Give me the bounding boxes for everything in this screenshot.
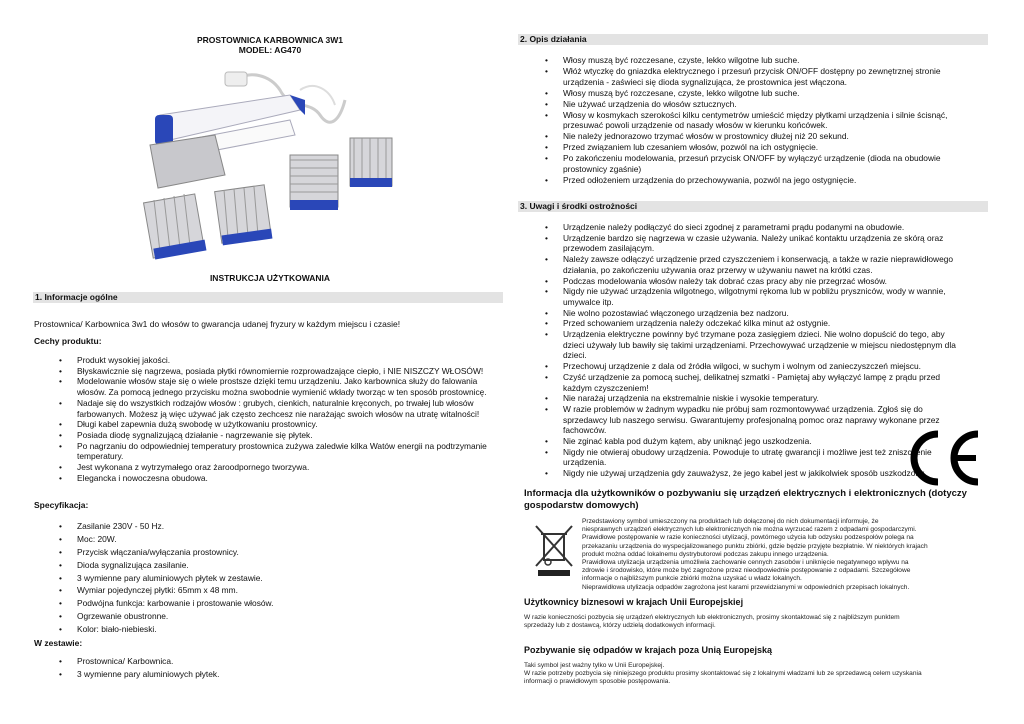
features-list — [59, 355, 497, 483]
bullet-icon: • — [545, 142, 548, 153]
set-title: W zestawie: — [34, 638, 83, 648]
bullet-icon: • — [59, 572, 62, 583]
bullet-icon: • — [59, 598, 62, 609]
bullet-icon: • — [545, 109, 548, 120]
list-item — [59, 668, 497, 680]
bullet-icon: • — [59, 376, 62, 387]
list-item — [545, 153, 968, 175]
bullet-icon: • — [59, 365, 62, 376]
list-item-text: Moc: 20W. — [77, 533, 117, 544]
list-item — [59, 440, 497, 462]
bullet-icon: • — [545, 371, 548, 382]
list-item — [545, 286, 968, 307]
bullet-icon: • — [545, 98, 548, 109]
list-item-text: Przed odłożeniem urządzenia do przechowywania, pozwól na jego ostygnięcie. — [563, 175, 857, 186]
list-item-text: Nie wolno pozostawiać włączonego urządzenia bez nadzoru. — [563, 307, 789, 318]
list-item — [59, 397, 497, 419]
list-item-text: Urządzenia elektryczne powinny być trzymane poza zasięgiem dzieci. Nie wolno dopuścić do tego, aby dzieci używały lub bawiły się takimi urządzeniami. Przechowywać urządzenie w miejscu niedostępnym dla dzieci. — [563, 329, 956, 361]
crossed-bin-icon — [532, 522, 576, 578]
list-item-text: Czyść urządzenie za pomocą suchej, delikatnej szmatki - Pamiętaj aby wyłączyć lampę z prądu przed każdym czyszczeniem! — [563, 371, 941, 393]
list-item-text: 3 wymienne pary aluminiowych płytek. — [77, 668, 220, 679]
list-item-text: Wymiar pojedynczej płytki: 65mm x 48 mm. — [77, 585, 238, 596]
bullet-icon: • — [59, 440, 62, 451]
bullet-icon: • — [545, 286, 548, 297]
list-item — [545, 329, 968, 361]
list-item-text: Zasilanie 230V - 50 Hz. — [77, 521, 165, 531]
text-line: Prawidłowe postępowanie w razie konieczności utylizacji, powtórnego użycia lub odzysku podzespołów polega na — [582, 534, 914, 542]
list-item-text: Po zakończeniu modelowania, przesuń przycisk ON/OFF by wyłączyć urządzenie (dioda na obudowie prostownicy zgaśnie) — [563, 153, 941, 175]
list-item-text: Włosy w kosmykach szerokości kilku centymetrów umieścić między płytkami urządzenia i silnie ścisnąć, przesuwać powoli urządzenie od nasady włosów w kierunku końcówek. — [563, 109, 948, 131]
list-item-text: Po nagrzaniu do odpowiedniej temperatury prostownica zużywa zaledwie kilka Watów energii na podtrzymanie temperatury. — [77, 440, 487, 462]
set-list — [59, 656, 497, 682]
list-item-text: Kolor: biało-niebieski. — [77, 624, 157, 635]
list-item — [545, 232, 968, 254]
list-item-text: Nadaje się do wszystkich rodzajów włosów : grubych, cienkich, naturalnie kręconych, po trwałej lub włosów farbowanych. Możesz ją więc używać jak często zechcesz nie narażając swoich włosów na utratę witalności! — [77, 397, 480, 419]
list-item — [545, 318, 968, 329]
list-item — [59, 472, 497, 484]
list-item-text: Modelowanie włosów staje się o wiele prostsze dzięki temu urządzeniu. Jako karbownica służy do falowania włosów. Za pomocą jednego przycisku można swobodnie wymienić wkłady tworząc w ten sposób prostownicę. — [77, 376, 487, 398]
list-item-text: 3 wymienne pary aluminiowych płytek w zestawie. — [77, 572, 263, 583]
bullet-icon: • — [545, 307, 548, 318]
weee-body — [582, 518, 982, 592]
list-item-text: Błyskawicznie się nagrzewa, posiada płytki równomiernie rozprowadzające ciepło, i NIE NISZCZY WŁOSÓW! — [77, 365, 484, 376]
list-item — [59, 533, 497, 545]
weee-heading: Informacja dla użytkowników o pozbywaniu się urządzeń elektrycznych i elektronicznych (dotyczy gospodarstw domowych) — [524, 488, 967, 511]
list-item — [545, 275, 968, 287]
text-line: informacji o prawidłowym sposobie postępowania. — [524, 678, 671, 686]
list-item — [545, 307, 968, 319]
bullet-icon: • — [545, 329, 548, 340]
list-item — [59, 656, 497, 667]
product-model: MODEL: AG470 — [238, 45, 302, 55]
text-line: przekazaniu urządzenia do wyspecjalizowanego punktu zbiórki, gdzie będzie przyjęte bezpłatnie. W niektórych krajach — [582, 542, 928, 550]
list-item-text: Prostownica/ Karbownica. — [77, 656, 174, 666]
list-item-text: Przechowuj urządzenie z dala od źródła wilgoci, w suchym i wolnym od zanieczyszczeń miejscu. — [563, 361, 921, 372]
list-item — [59, 624, 497, 635]
bullet-icon: • — [545, 153, 548, 164]
text-line: sprzedaży lub z dostawcą, którzy udzielą dodatkowych informacji. — [524, 622, 716, 630]
list-item-text: Nie zginać kabla pod dużym kątem, aby uniknąć jego uszkodzenia. — [563, 436, 812, 447]
bullet-icon: • — [545, 446, 548, 457]
bullet-icon: • — [59, 419, 62, 430]
business-heading: Użytkownicy biznesowi w krajach Unii Europejskiej — [524, 597, 744, 607]
bullet-icon: • — [545, 55, 548, 65]
list-item — [59, 546, 497, 558]
list-item — [545, 142, 968, 153]
list-item — [59, 598, 497, 609]
list-item — [59, 585, 497, 596]
features-title: Cechy produktu: — [34, 336, 102, 346]
list-item-text: Posiada diodę sygnalizującą działanie - nagrzewanie się płytek. — [77, 429, 313, 440]
bullet-icon: • — [59, 429, 62, 440]
product-title: PROSTOWNICA KARBOWNICA 3W1 — [196, 35, 344, 45]
list-item — [545, 371, 968, 393]
text-line: zdrowie i środowisko, które może być zagrożone przez nieodpowiednie postępowanie z odpadami. Szczegółowe — [582, 567, 911, 575]
list-item — [59, 429, 497, 441]
ce-mark-icon — [904, 428, 982, 488]
bullet-icon: • — [545, 436, 548, 447]
list-item-text: Włóż wtyczkę do gniazdka elektrycznego i przesuń przycisk ON/OFF dostępny po zewnętrznej stronie urządzenia - zaświeci się dioda sygnalizująca, że prostownica jest włączona. — [563, 66, 941, 87]
section-2-header: 2. Opis działania — [518, 34, 988, 45]
bullet-icon: • — [545, 393, 548, 404]
text-line: W razie potrzeby pozbycia się niniejszego produktu prosimy skontaktować się z lokalnymi władzami lub ze sprzedawcą celem uzyskania — [524, 670, 922, 678]
product-image — [140, 60, 400, 270]
list-item-text: Nigdy nie otwieraj obudowy urządzenia. Powoduje to utratę gwarancji i możliwe jest też zniszczenie urządzenia. — [563, 446, 932, 468]
list-item-text: Dioda sygnalizująca zasilanie. — [77, 559, 189, 570]
specs-title: Specyfikacja: — [34, 500, 89, 510]
bullet-icon: • — [59, 472, 62, 483]
bullet-icon: • — [59, 585, 62, 596]
list-item — [545, 98, 968, 110]
text-line: niesprawnych urządzeń elektrycznych lub elektronicznych nie można wyrzucać razem z odpadami gospodarczymi. — [582, 526, 917, 534]
list-item-text: Jest wykonana z wytrzymałego oraz żaroodpornego tworzywa. — [77, 462, 310, 473]
bullet-icon: • — [59, 546, 62, 557]
bullet-icon: • — [545, 232, 548, 243]
list-item — [545, 254, 968, 275]
bullet-icon: • — [59, 624, 62, 635]
list-item-text: Podczas modelowania włosów należy tak dobrać czas pracy aby nie przegrzać włosów. — [563, 275, 887, 286]
list-item — [545, 131, 968, 142]
list-item-text: W razie problemów w żadnym wypadku nie próbuj sam rozmontowywać urządzenia. Zgłoś się do sprzedawcy lub naszego serwisu. Gwarantujemy profesjonalną pomoc oraz naprawy wykonane przez fachowców. — [563, 403, 940, 436]
weee-section — [520, 486, 986, 718]
list-item-text: Nigdy nie używać urządzenia wilgotnego, wilgotnymi rękoma lub w pobliżu pryszniców, wody w wannie, umywalce itp. — [563, 286, 946, 307]
text-line: Przedstawiony symbol umieszczony na produktach lub dołączonej do nich dokumentacji informuje, że — [582, 518, 879, 525]
bullet-icon: • — [59, 462, 62, 473]
text-line: informacje o najbliższym punkcie zbiórki można uzyskać u władz lokalnych. — [582, 575, 802, 583]
list-item — [59, 419, 497, 430]
list-item-text: Urządzenie należy podłączyć do sieci zgodnej z parametrami prądu podanymi na obudowie. — [563, 222, 905, 232]
bullet-icon: • — [59, 355, 62, 365]
list-item — [59, 521, 497, 532]
operation-list — [545, 55, 968, 186]
text-line: Prawidłowa utylizacja urządzenia umożliwia zachowanie cennych zasobów i uniknięcie negatywnego wpływu na — [582, 559, 909, 567]
list-item — [59, 572, 497, 584]
bullet-icon: • — [545, 361, 548, 372]
specs-list — [59, 521, 497, 637]
bullet-icon: • — [59, 521, 62, 531]
section-1-header: 1. Informacje ogólne — [33, 292, 503, 303]
instructions-title: INSTRUKCJA UŻYTKOWANIA — [209, 273, 331, 283]
list-item — [545, 175, 968, 186]
bullet-icon: • — [59, 611, 62, 622]
list-item — [545, 55, 968, 66]
bullet-icon: • — [59, 668, 62, 679]
list-item-text: Przed związaniem lub czesaniem włosów, pozwól na ich ostygnięcie. — [563, 142, 819, 153]
bullet-icon: • — [545, 87, 548, 98]
list-item-text: Nie używać urządzenia do włosów sztucznych. — [563, 98, 737, 109]
list-item-text: Nie należy jednorazowo trzymać włosów w prostownicy dłużej niż 20 sekund. — [563, 131, 849, 142]
list-item-text: Nie narażaj urządzenia na ekstremalnie niskie i wysokie temperatury. — [563, 393, 819, 404]
bullet-icon: • — [59, 656, 62, 666]
bullet-icon: • — [545, 222, 548, 232]
list-item-text: Produkt wysokiej jakości. — [77, 355, 171, 365]
bullet-icon: • — [545, 66, 548, 76]
bullet-icon: • — [545, 175, 548, 186]
list-item — [545, 361, 968, 372]
list-item — [59, 355, 497, 366]
list-item — [545, 87, 968, 99]
bullet-icon: • — [545, 275, 548, 286]
intro-text: Prostownica/ Karbownica 3w1 do włosów to gwarancja udanej fryzury w każdym miejscu i czasie! — [34, 319, 401, 329]
text-line: Nieprawidłowa utylizacja odpadów zagrożona jest karami przewidzianymi w odpowiednich przepisach lokalnych. — [582, 583, 910, 591]
list-item — [545, 393, 968, 404]
bullet-icon: • — [59, 397, 62, 408]
list-item — [545, 66, 968, 87]
list-item-text: Należy zawsze odłączyć urządzenie przed czyszczeniem i konserwacją, a także w razie nieprawidłowego działania, po zakończeniu używania oraz przerwy w używaniu nawet na krótki czas. — [563, 254, 954, 275]
list-item-text: Elegancka i nowoczesna obudowa. — [77, 472, 208, 483]
text-line: produkt można oddać lokalnemu dystrybutorowi podczas zakupu innego urządzenia. — [582, 550, 829, 558]
list-item — [59, 462, 497, 473]
list-item-text: Przed schowaniem urządzenia należy odczekać kilka minut aż ostygnie. — [563, 318, 831, 329]
list-item-text: Nigdy nie używaj urządzenia gdy zauważysz, że jego kabel jest w jakikolwiek sposób uszkodzony. — [563, 468, 926, 479]
list-item-text: Urządzenie bardzo się nagrzewa w czasie używania. Należy unikać kontaktu urządzenia ze skórą oraz przewodem zasilającym. — [563, 232, 944, 254]
list-item — [59, 611, 497, 622]
bullet-icon: • — [59, 533, 62, 544]
bullet-icon: • — [545, 468, 548, 479]
bullet-icon: • — [545, 131, 548, 142]
bullet-icon: • — [59, 559, 62, 570]
list-item-text: Ogrzewanie obustronne. — [77, 611, 169, 622]
business-body — [524, 614, 984, 630]
list-item-text: Włosy muszą być rozczesane, czyste, lekko wilgotne lub suche. — [563, 87, 800, 98]
text-line: Taki symbol jest ważny tylko w Unii Europejskej. — [524, 662, 665, 669]
list-item — [59, 376, 497, 398]
list-item — [545, 109, 968, 131]
section-3-header: 3. Uwagi i środki ostrożności — [518, 201, 988, 212]
list-item-text: Długi kabel zapewnia dużą swobodę w użytkowaniu prostownicy. — [77, 419, 318, 430]
list-item-text: Przycisk włączania/wyłączania prostownicy. — [77, 546, 239, 557]
list-item-text: Podwójna funkcja: karbowanie i prostowanie włosów. — [77, 598, 274, 609]
list-item — [59, 559, 497, 571]
list-item — [59, 365, 497, 377]
list-item — [545, 222, 968, 233]
outside-heading: Pozbywanie się odpadów w krajach poza Unią Europejską — [524, 645, 773, 655]
bullet-icon: • — [545, 318, 548, 329]
text-line: W razie konieczności pozbycia się urządzeń elektrycznych lub elektronicznych, prosimy skontaktować się z najbliższym punktem — [524, 614, 900, 621]
bullet-icon: • — [545, 254, 548, 265]
bullet-icon: • — [545, 403, 548, 414]
list-item-text: Włosy muszą być rozczesane, czyste, lekko wilgotne lub suche. — [563, 55, 800, 65]
outside-body — [524, 662, 984, 687]
